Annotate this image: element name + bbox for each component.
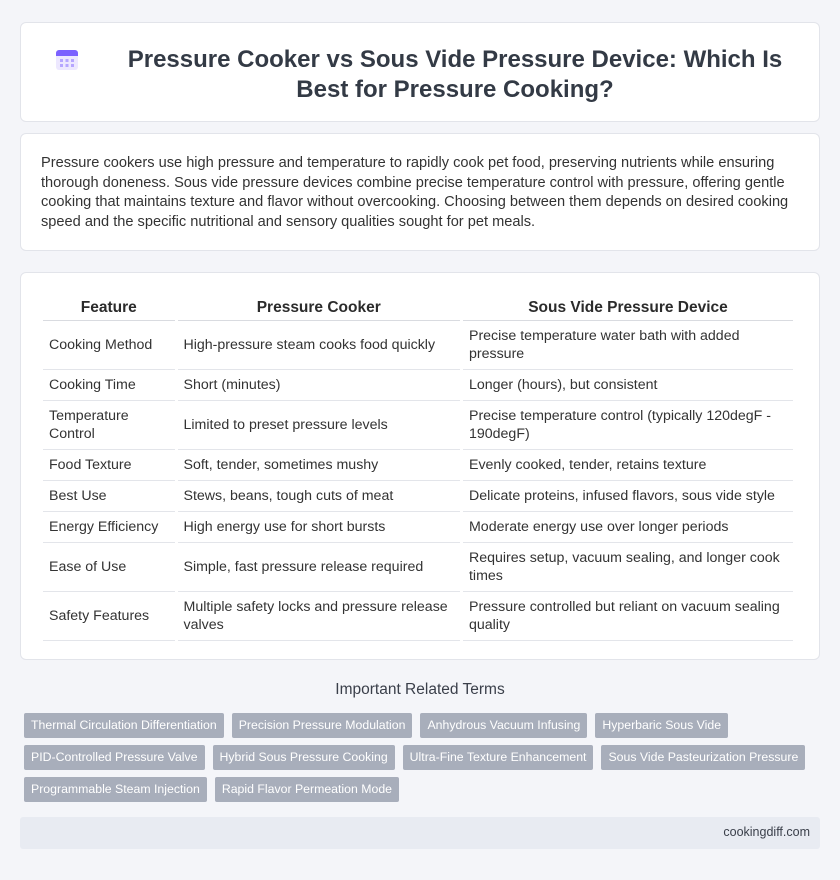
table-cell: Energy Efficiency <box>43 512 175 543</box>
table-cell: Cooking Method <box>43 321 175 370</box>
page-title: Pressure Cooker vs Sous Vide Pressure Device: Which Is Best for Pressure Cooking? <box>127 46 783 103</box>
footer-site-link[interactable]: cookingdiff.com <box>723 825 810 839</box>
header-card <box>20 22 820 122</box>
table-row <box>43 450 793 481</box>
table-row <box>43 481 793 512</box>
table-row <box>43 592 793 641</box>
table-cell: High energy use for short bursts <box>178 512 460 543</box>
table-cell: Precise temperature control (typically 120degF - 190degF) <box>463 401 793 450</box>
table-cell: Ease of Use <box>43 543 175 592</box>
related-term-tag[interactable]: Sous Vide Pasteurization Pressure <box>601 745 805 770</box>
related-term-tag[interactable]: Hybrid Sous Pressure Cooking <box>213 745 395 770</box>
table-cell: Food Texture <box>43 450 175 481</box>
table-row <box>43 543 793 592</box>
table-cell: Temperature Control <box>43 401 175 450</box>
table-cell: Best Use <box>43 481 175 512</box>
table-cell: Limited to preset pressure levels <box>178 401 460 450</box>
comparison-table <box>40 293 796 641</box>
table-cell: Multiple safety locks and pressure release valves <box>178 592 460 641</box>
header-feature: Feature <box>43 293 175 321</box>
related-term-tag[interactable]: Rapid Flavor Permeation Mode <box>215 777 399 802</box>
table-cell: Soft, tender, sometimes mushy <box>178 450 460 481</box>
table-cell: High-pressure steam cooks food quickly <box>178 321 460 370</box>
calendar-icon <box>55 47 79 71</box>
table-cell: Pressure controlled but reliant on vacuum sealing quality <box>463 592 793 641</box>
table-row <box>43 512 793 543</box>
intro-text: Pressure cookers use high pressure and temperature to rapidly cook pet food, preserving nutrients while ensuring thorough doneness. Sous vide pressure devices combine precise temperature control with pressure, offering gentle cooking that maintains texture and flavor without overcooking. Choosing between them depends on desired cooking speed and the specific nutritional and sensory qualities sought for pet meals. <box>41 155 789 230</box>
related-term-tag[interactable]: Ultra-Fine Texture Enhancement <box>403 745 594 770</box>
table-row <box>43 401 793 450</box>
table-cell: Stews, beans, tough cuts of meat <box>178 481 460 512</box>
related-term-tag[interactable]: Anhydrous Vacuum Infusing <box>420 713 587 738</box>
related-terms-title: Important Related Terms <box>335 681 505 698</box>
related-term-tag[interactable]: Programmable Steam Injection <box>24 777 207 802</box>
related-term-tag[interactable]: Hyperbaric Sous Vide <box>595 713 728 738</box>
table-cell: Precise temperature water bath with added pressure <box>463 321 793 370</box>
table-row <box>43 370 793 401</box>
comparison-card <box>20 272 820 660</box>
table-cell: Longer (hours), but consistent <box>463 370 793 401</box>
header-pressure-cooker: Pressure Cooker <box>178 293 460 321</box>
related-term-tag[interactable]: Thermal Circulation Differentiation <box>24 713 224 738</box>
table-cell: Simple, fast pressure release required <box>178 543 460 592</box>
table-cell: Delicate proteins, infused flavors, sous vide style <box>463 481 793 512</box>
related-terms-list <box>24 713 814 809</box>
table-header-row <box>43 293 793 321</box>
table-cell: Short (minutes) <box>178 370 460 401</box>
table-cell: Moderate energy use over longer periods <box>463 512 793 543</box>
table-row <box>43 321 793 370</box>
related-term-tag[interactable]: Precision Pressure Modulation <box>232 713 413 738</box>
intro-card <box>20 133 820 251</box>
table-cell: Requires setup, vacuum sealing, and longer cook times <box>463 543 793 592</box>
footer-bar <box>20 817 820 849</box>
header-sous-vide: Sous Vide Pressure Device <box>463 293 793 321</box>
table-cell: Evenly cooked, tender, retains texture <box>463 450 793 481</box>
related-term-tag[interactable]: PID-Controlled Pressure Valve <box>24 745 205 770</box>
table-cell: Safety Features <box>43 592 175 641</box>
table-cell: Cooking Time <box>43 370 175 401</box>
